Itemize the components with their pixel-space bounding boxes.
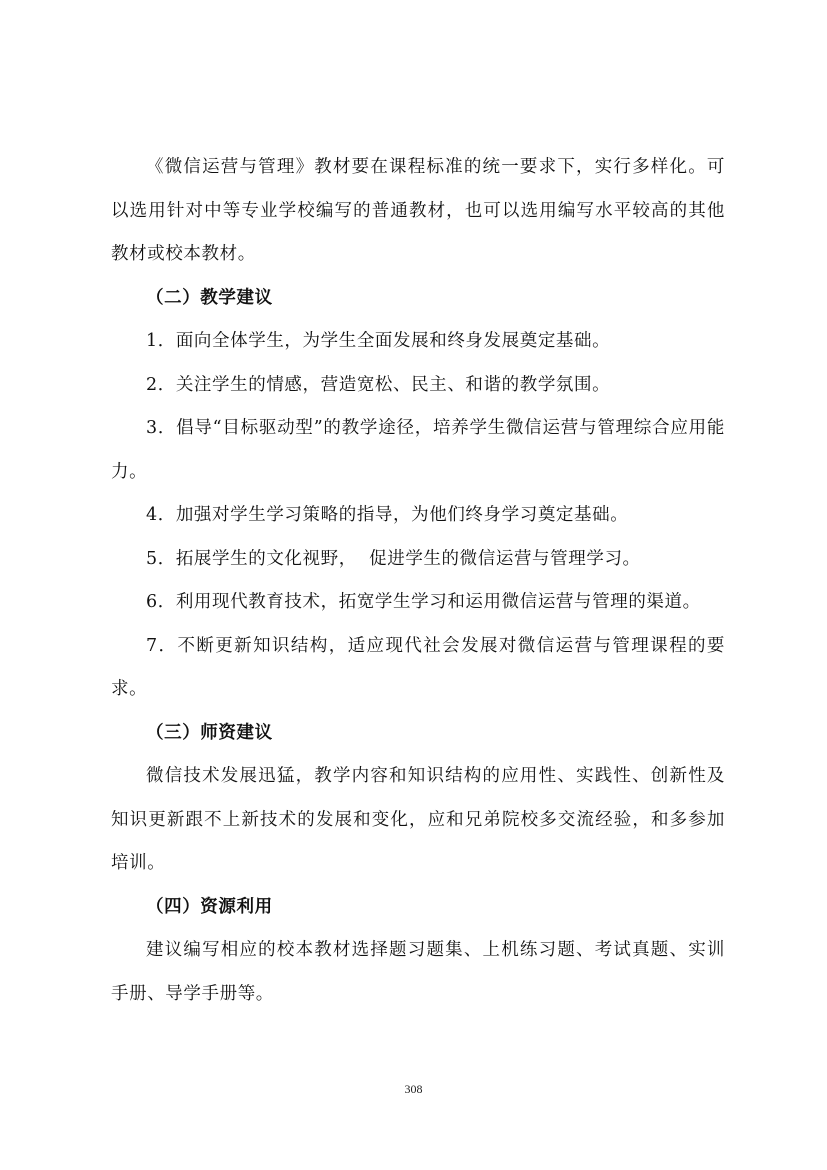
- page-number: 308: [404, 1082, 423, 1096]
- section-heading-resource-use: （四）资源利用: [146, 896, 273, 917]
- teaching-suggestion-item: 6．利用现代教育技术，拓宽学生学习和运用微信运营与管理的渠道。: [146, 592, 701, 612]
- teaching-suggestion-item: 3．倡导“目标驱动型”的教学途径，培养学生微信运营与管理综合应用能力。: [111, 418, 725, 482]
- paragraph-teacher-training: 微信技术发展迅猛，教学内容和知识结构的应用性、实践性、创新性及知识更新跟不上新技术的发展和变化，应和兄弟院校多交流经验，和多参加培训。: [111, 766, 725, 873]
- paragraph-textbook-selection: 《微信运营与管理》教材要在课程标准的统一要求下，实行多样化。可以选用针对中等专业学校编写的普通教材，也可以选用编写水平较高的其他教材或校本教材。: [111, 157, 725, 264]
- teaching-suggestion-item: 7．不断更新知识结构，适应现代社会发展对微信运营与管理课程的要求。: [111, 635, 725, 699]
- teaching-suggestion-item: 4．加强对学生学习策略的指导，为他们终身学习奠定基础。: [146, 505, 629, 525]
- section-heading-teaching-suggestions: （二）教学建议: [146, 287, 273, 308]
- teaching-suggestion-item: 2．关注学生的情感，营造宽松、民主、和谐的教学氛围。: [146, 374, 611, 395]
- section-heading-teacher-suggestions: （三）师资建议: [146, 722, 273, 743]
- document-body: [111, 146, 725, 1016]
- teaching-suggestion-item: 5．拓展学生的文化视野， 促进学生的微信运营与管理学习。: [146, 548, 641, 569]
- paragraph-resource-materials: 建议编写相应的校本教材选择题习题集、上机练习题、考试真题、实训手册、导学手册等。: [111, 940, 725, 1004]
- teaching-suggestion-item: 1．面向全体学生，为学生全面发展和终身发展奠定基础。: [146, 331, 611, 351]
